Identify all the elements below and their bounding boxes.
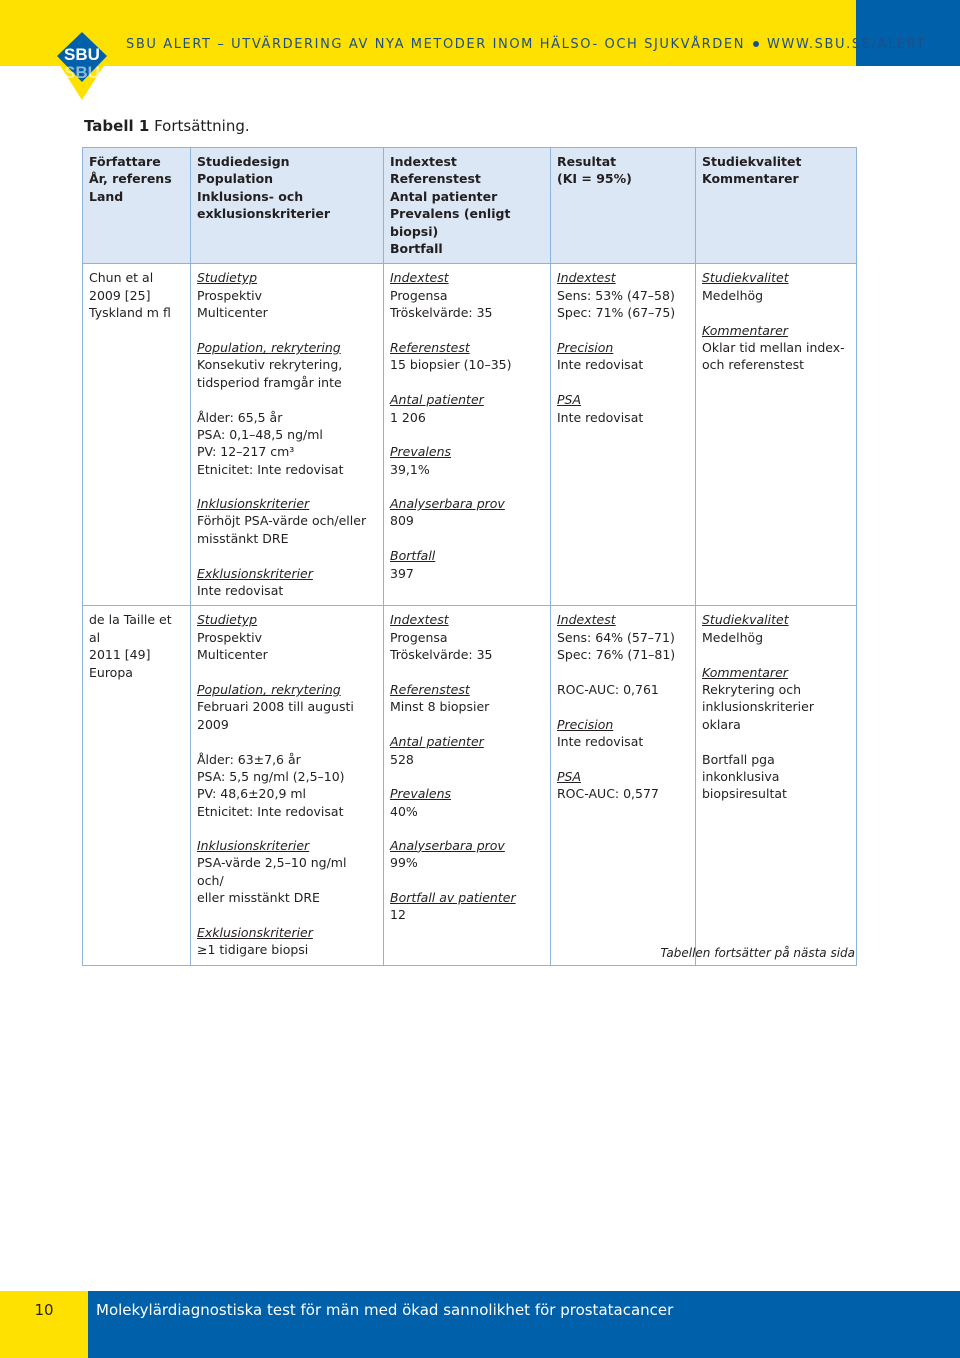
col-header-design: Studiedesign Population Inklusions- och exklusionskriterier bbox=[191, 148, 384, 264]
table-row bbox=[83, 264, 857, 490]
table-caption bbox=[84, 117, 250, 135]
svg-text:SBU: SBU bbox=[64, 63, 100, 82]
cell-design-criteria: Inklusionskriterier PSA-värde 2,5–10 ng/ml och/ eller misstänkt DRE Exklusionskriterier ≥1 tidigare biopsi bbox=[191, 832, 384, 965]
cell-author: Chun et al 2009 [25] Tyskland m fl bbox=[83, 264, 191, 606]
cell-result: Indextest Sens: 64% (57–71) Spec: 76% (71–81) ROC-AUC: 0,761 Precision Inte redovisat PSA ROC-AUC: 0,577 bbox=[551, 606, 696, 965]
col-header-quality: Studiekvalitet Kommentarer bbox=[696, 148, 857, 264]
col-header-author: Författare År, referens Land bbox=[83, 148, 191, 264]
header-url[interactable]: WWW.SBU.SE/ALERT bbox=[767, 37, 926, 52]
cell-index: Indextest Progensa Tröskelvärde: 35 Referenstest Minst 8 biopsier Antal patienter 528 Prevalens 40% bbox=[384, 606, 551, 832]
header-title bbox=[126, 37, 926, 52]
page-number: 10 bbox=[34, 1301, 54, 1319]
table-row bbox=[83, 606, 857, 832]
caption-text: Fortsättning. bbox=[154, 117, 250, 135]
separator-dot-icon bbox=[753, 41, 759, 47]
footer-title: Molekylärdiagnostiska test för män med ökad sannolikhet för prostatacancer bbox=[96, 1301, 674, 1319]
sbu-logo bbox=[52, 26, 112, 102]
cell-design: Studietyp Prospektiv Multicenter Population, rekrytering Februari 2008 till augusti 2009 Ålder: 63±7,6 år PSA: 5,5 ng/ml (2,5–10) PV: 48,6±20,9 ml Etnicitet: Inte redovisat bbox=[191, 606, 384, 832]
cell-index-analysis: Analyserbara prov 99% Bortfall av patienter 12 bbox=[384, 832, 551, 965]
cell-author: de la Taille et al 2011 [49] Europa bbox=[83, 606, 191, 965]
col-header-result: Resultat (KI = 95%) bbox=[551, 148, 696, 264]
cell-index: Indextest Progensa Tröskelvärde: 35 Referenstest 15 biopsier (10–35) Antal patienter 1 206 Prevalens 39,1% bbox=[384, 264, 551, 490]
header-accent bbox=[856, 0, 960, 66]
cell-index-analysis: Analyserbara prov 809 Bortfall 397 bbox=[384, 490, 551, 606]
study-table bbox=[82, 147, 856, 966]
continue-note: Tabellen fortsätter på nästa sida bbox=[660, 946, 855, 960]
cell-quality: Studiekvalitet Medelhög Kommentarer Oklar tid mellan index- och referenstest bbox=[696, 264, 857, 606]
table-header-row bbox=[83, 148, 857, 264]
caption-label: Tabell 1 bbox=[84, 117, 150, 135]
cell-result: Indextest Sens: 53% (47–58) Spec: 71% (67–75) Precision Inte redovisat PSA Inte redovisat bbox=[551, 264, 696, 606]
cell-design: Studietyp Prospektiv Multicenter Population, rekrytering Konsekutiv rekrytering, tidsperiod framgår inte Ålder: 65,5 år PSA: 0,1–48,5 ng/ml PV: 12–217 cm³ Etnicitet: Inte redovisat bbox=[191, 264, 384, 490]
cell-quality: Studiekvalitet Medelhög Kommentarer Rekrytering och inklusionskriterier oklara Bortfall pga inkonklusiva biopsiresultat bbox=[696, 606, 857, 965]
header-bar bbox=[0, 0, 856, 66]
header-title-text: SBU ALERT – UTVÄRDERING AV NYA METODER INOM HÄLSO- OCH SJUKVÅRDEN bbox=[126, 37, 746, 52]
cell-design-criteria: Inklusionskriterier Förhöjt PSA-värde och/eller misstänkt DRE Exklusionskriterier Inte redovisat bbox=[191, 490, 384, 606]
col-header-index: Indextest Referenstest Antal patienter Prevalens (enligt biopsi) Bortfall bbox=[384, 148, 551, 264]
svg-text:SBU: SBU bbox=[64, 45, 100, 64]
